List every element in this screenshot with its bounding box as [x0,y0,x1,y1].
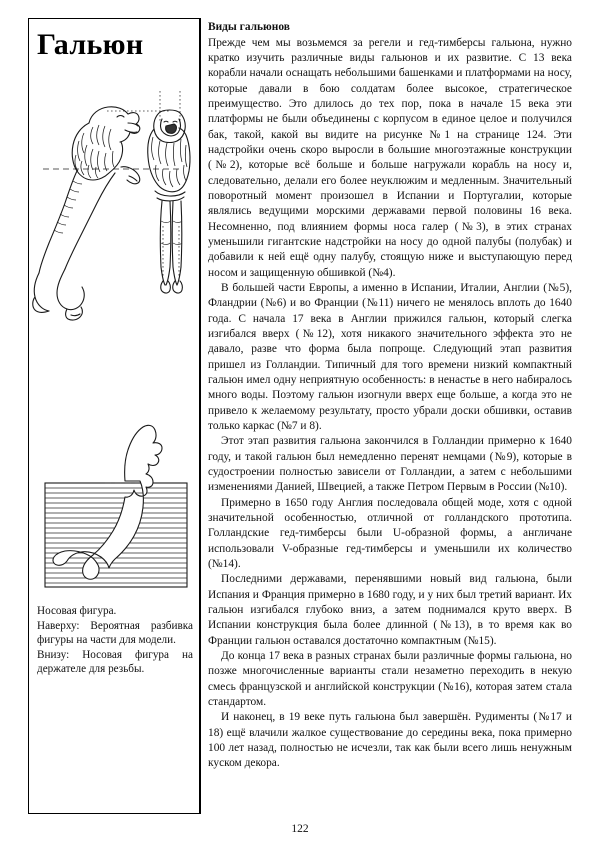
caption-line-2: Наверху: Вероятная разбивка фигуры на части для модели. [37,619,193,647]
figure-lion-figurehead-views [29,81,201,429]
figure-lion-on-carving-block [29,417,201,602]
body-paragraph-1: Прежде чем мы возьмемся за регели и гед-тимберсы гальюна, нужно кратко изучить различные виды гальюнов и их развитие. С 13 века корабли начали оснащать небольшими башенками и платформами на носу, которые давали в бою солдатам более высокое, стратегическое преимущество. Это длилось до тех пор, пока в начале 15 века эти платформы не были объединены с корпусом в единое целое и получился бак, такой, какой вы видите на рисунке №1 на странице 124. Эти надстройки очень скоро выросли в большие многоэтажные конструкции (№2), которые всё больше и больше нагружали корабль на носу и, следовательно, делали его более неуклюжим и медленным. Значительный поворотный момент произошел в Испании и Португалии, которые являлись ведущими морскими державами первой половины 16 века. Несомненно, под влиянием формы носа галер (№3), в этих странах уменьшили гигантские надстройки на носу до одной палубы (полубак) и добавили к ней ещё одну палубу, стоящую ниже и выступающую перед носом и защищенную обшивкой (№4). [208,36,572,279]
caption-line-1: Носовая фигура. [37,605,117,617]
body-paragraph-6: До конца 17 века в разных странах были различные формы гальюна, но позже многочисленные варианты стали незаметно переходить в некую смесь французской и английской конструкции (№16), которая затем стала стандартом. [208,649,572,708]
body-paragraph-2: В большей части Европы, а именно в Испании, Италии, Англии (№5), Фландрии (№6) и во Франции (№11) ничего не менялось вплоть до 1640 года. С начала 17 века в Англии прижился гальюн, который слегка изгибался вверх (№12), хотя никакого значительного эффекта это не давало, разве что форма была попроще. Следующий этап развития пришел из Голландии. Типичный для того времени низкий компактный гальюн имел одну неприятную особенность: в ненастье в него набиралось много воды. Поэтому гальюн изогнули вверх еще больше, а когда это не привело к желаемому результату, просто убрали доски обшивки, оставив только каркас (№7 и 8). [208,282,572,433]
body-paragraph-5: Последними державами, перенявшими новый вид гальюна, были Испания и Франция примерно в 1680 году, и у них был третий вариант. Их гальюн изгибался глубоко вниз, а затем поднимался круто вверх. В Испании конструкция была более длинной (№13), в то время как во Франции гальюн оставался достаточно компактным (№15). [208,573,572,647]
page-title: Гальюн [37,28,144,61]
body-paragraph-7: И наконец, в 19 веке путь гальюна был завершён. Рудименты (№17 и 18) ещё влачили жалкое существование до середины века, пока примерно 100 лет назад, полностью не исчезли, так как были всего лишь ненужным куском декора. [208,711,572,770]
lion-figurehead-side-and-front-view-icon [29,81,201,429]
body-paragraph-3: Этот этап развития гальюна закончился в Голландии примерно к 1640 году, и такой гальюн был немедленно перенят немцами (№9), которые в судостроении полностью зависели от Голландии, а затем с небольшими изменениями Данией, Швецией, а также Петром Первым в России (№10). [208,435,572,494]
figure-caption [29,604,201,677]
page-number: 122 [291,823,309,835]
body-text-column [200,18,572,814]
section-heading: Виды гальюнов [208,21,290,33]
body-paragraph-4: Примерно в 1650 году Англия последовала общей моде, хотя с одной значительной особенностью, отличной от голландского прототипа. Голландские гед-тимберсы были U-образной формы, а англичане использовали V-образные гед-тимберсы и уменьшили их количество (№14). [208,496,572,570]
left-figure-column [28,18,200,814]
caption-line-3: Внизу: Носовая фигура на держателе для резьбы. [37,648,193,676]
lion-figurehead-on-laminated-block-icon [29,417,201,602]
